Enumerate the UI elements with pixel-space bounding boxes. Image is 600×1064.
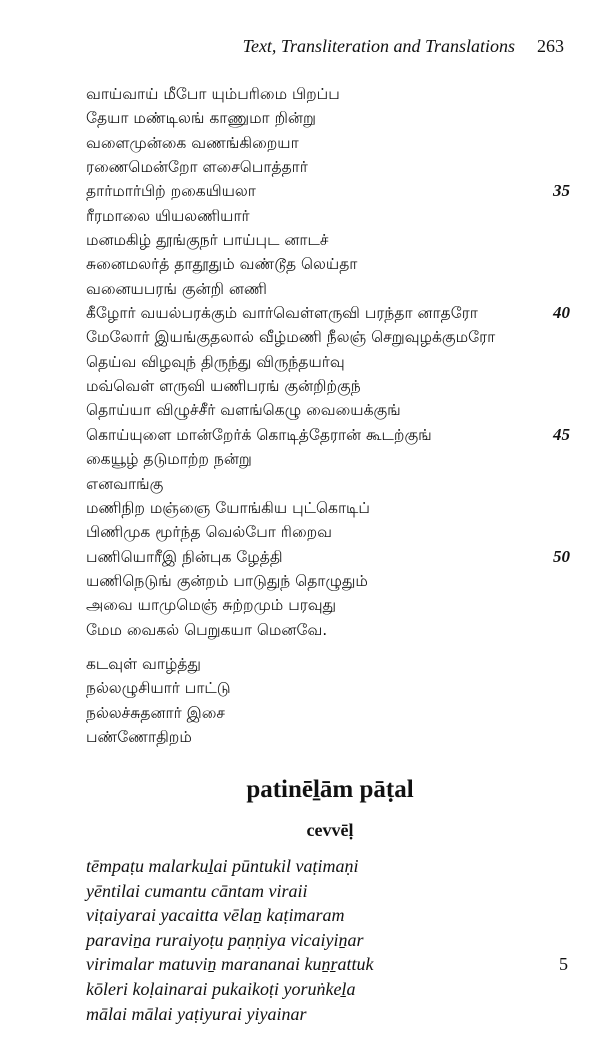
verse-line bbox=[86, 228, 570, 252]
verse-line bbox=[86, 903, 570, 928]
tamil-verse bbox=[86, 82, 570, 642]
verse-line bbox=[86, 854, 570, 879]
section-title: patinēḻām pāṭal bbox=[246, 776, 414, 803]
verse-line bbox=[86, 569, 570, 593]
verse-line-text: mālai mālai yaṭiyurai yiyainar bbox=[86, 1003, 307, 1024]
verse-line bbox=[86, 398, 570, 422]
verse-line-text: வளைமுன்கை வணங்கிறையா bbox=[86, 133, 299, 152]
verse-line-text: எனவாங்கு bbox=[86, 474, 164, 493]
line-number: 35 bbox=[553, 181, 570, 201]
verse-line-text: tēmpaṭu malarkuḻai pūntukil vaṭimaṇi bbox=[86, 856, 359, 876]
verse-line-text: கையூழ் தடுமாற்ற நன்று bbox=[86, 450, 252, 469]
verse-line bbox=[86, 593, 570, 617]
verse-line-text: பிணிமுக மூர்ந்த வெல்போ ரிறைவ bbox=[86, 523, 333, 542]
verse-line-text: மேம வைகல் பெறுகயா மெனவே. bbox=[86, 620, 328, 639]
verse-line-text: மேலோர் இயங்குதலால் வீழ்மணி நீலஞ் செறுவுழக்குமரோ bbox=[86, 328, 496, 347]
verse-line bbox=[86, 496, 570, 520]
line-number: 40 bbox=[553, 303, 570, 323]
verse-line bbox=[86, 879, 570, 904]
verse-line bbox=[86, 301, 570, 325]
verse-line bbox=[86, 676, 570, 700]
verse-line-text: kōleri koḷainarai pukaikoṭi yoruṅkeḻa bbox=[86, 978, 356, 999]
verse-line-text: கீழோர் வயல்பரக்கும் வார்வெள்ளருவி பரந்தா னாதரோ bbox=[86, 304, 478, 323]
verse-line-text: யணிநெடுங் குன்றம் பாடுதுந் தொழுதும் bbox=[86, 571, 368, 590]
verse-line bbox=[86, 545, 570, 569]
verse-line-text: தேயா மண்டிலங் காணுமா றின்று bbox=[86, 109, 316, 128]
verse-line-text: கொய்யுளை மான்றேர்க் கொடித்தேரான் கூடற்குங் bbox=[86, 425, 432, 444]
running-title: Text, Transliteration and Translations bbox=[242, 36, 515, 56]
verse-line-text: virimalar matuviṉ marananai kuṉṟattuk bbox=[86, 954, 374, 975]
verse-line-text: தெய்வ விழவுந் திருந்து விருந்தயர்வு bbox=[86, 352, 345, 371]
verse-line bbox=[86, 652, 570, 676]
line-number: 50 bbox=[553, 546, 570, 566]
verse-line-text: கடவுள் வாழ்த்து bbox=[86, 655, 201, 673]
verse-line-text: வாய்வாய் மீபோ யும்பரிமை பிறப்ப bbox=[86, 85, 340, 103]
verse-line bbox=[86, 725, 570, 749]
verse-line bbox=[86, 155, 570, 179]
line-number: 5 bbox=[559, 954, 568, 975]
verse-line-text: நல்லழுசியார் பாட்டு bbox=[86, 679, 231, 698]
verse-line-text: வனையபரங் குன்றி னணி bbox=[86, 279, 267, 298]
verse-line bbox=[86, 350, 570, 374]
verse-line bbox=[86, 179, 570, 203]
verse-line bbox=[86, 928, 570, 953]
verse-line-text: தொய்யா விழுச்சீர் வளங்கெழு வையைக்குங் bbox=[86, 401, 401, 420]
verse-line-text: பண்ணோதிறம் bbox=[86, 728, 192, 747]
verse-line-text: ரீரமாலை யியலணியார் bbox=[86, 206, 250, 225]
section-subtitle: cevvēḷ bbox=[306, 820, 354, 840]
verse-line bbox=[86, 252, 570, 276]
verse-line bbox=[86, 277, 570, 301]
verse-line-text: மணிநிற மஞ்ஞை யோங்கிய புட்கொடிப் bbox=[86, 498, 370, 517]
verse-line-text: நல்லச்சுதனார் இசை bbox=[86, 703, 225, 722]
line-number: 45 bbox=[553, 424, 570, 444]
transliteration-verse bbox=[86, 854, 570, 1026]
verse-line bbox=[86, 106, 570, 130]
verse-line-text: மவ்வெள் ளருவி யணிபரங் குன்றிற்குந் bbox=[86, 377, 361, 396]
verse-line bbox=[86, 618, 570, 642]
verse-line bbox=[86, 701, 570, 725]
running-header bbox=[60, 36, 564, 57]
verse-line bbox=[86, 1002, 570, 1027]
verse-line bbox=[86, 520, 570, 544]
verse-line bbox=[86, 131, 570, 155]
verse-line bbox=[86, 423, 570, 447]
verse-line bbox=[86, 977, 570, 1002]
verse-line bbox=[86, 374, 570, 398]
verse-line-text: ரணைமென்றோ ளசைபொத்தார் bbox=[86, 158, 308, 177]
verse-line-text: அவை யாமுமெஞ் சுற்றமும் பரவுது bbox=[86, 596, 337, 615]
verse-line bbox=[86, 472, 570, 496]
verse-line-text: பணியொரீஇ நின்புக ழேத்தி bbox=[86, 547, 283, 566]
page-number: 263 bbox=[537, 36, 564, 56]
verse-line bbox=[86, 952, 570, 977]
verse-line bbox=[86, 447, 570, 471]
colophon bbox=[86, 652, 570, 749]
verse-line-text: தார்மார்பிற் றகையியலா bbox=[86, 182, 256, 201]
verse-line bbox=[86, 325, 570, 349]
verse-line bbox=[86, 204, 570, 228]
verse-line bbox=[86, 82, 570, 106]
verse-line-text: yēntilai cumantu cāntam viraii bbox=[86, 880, 308, 901]
verse-line-text: viṭaiyarai yacaitta vēlaṉ kaṭimaram bbox=[86, 905, 345, 926]
verse-line-text: paraviṉa ruraiyoṭu paṇṇiya vicaiyiṉar bbox=[86, 929, 364, 950]
verse-line-text: சுனைமலர்த் தாதூதும் வண்டூத லெய்தா bbox=[86, 255, 358, 274]
verse-line-text: மனமகிழ் தூங்குநர் பாய்புட னாடச் bbox=[86, 231, 329, 250]
